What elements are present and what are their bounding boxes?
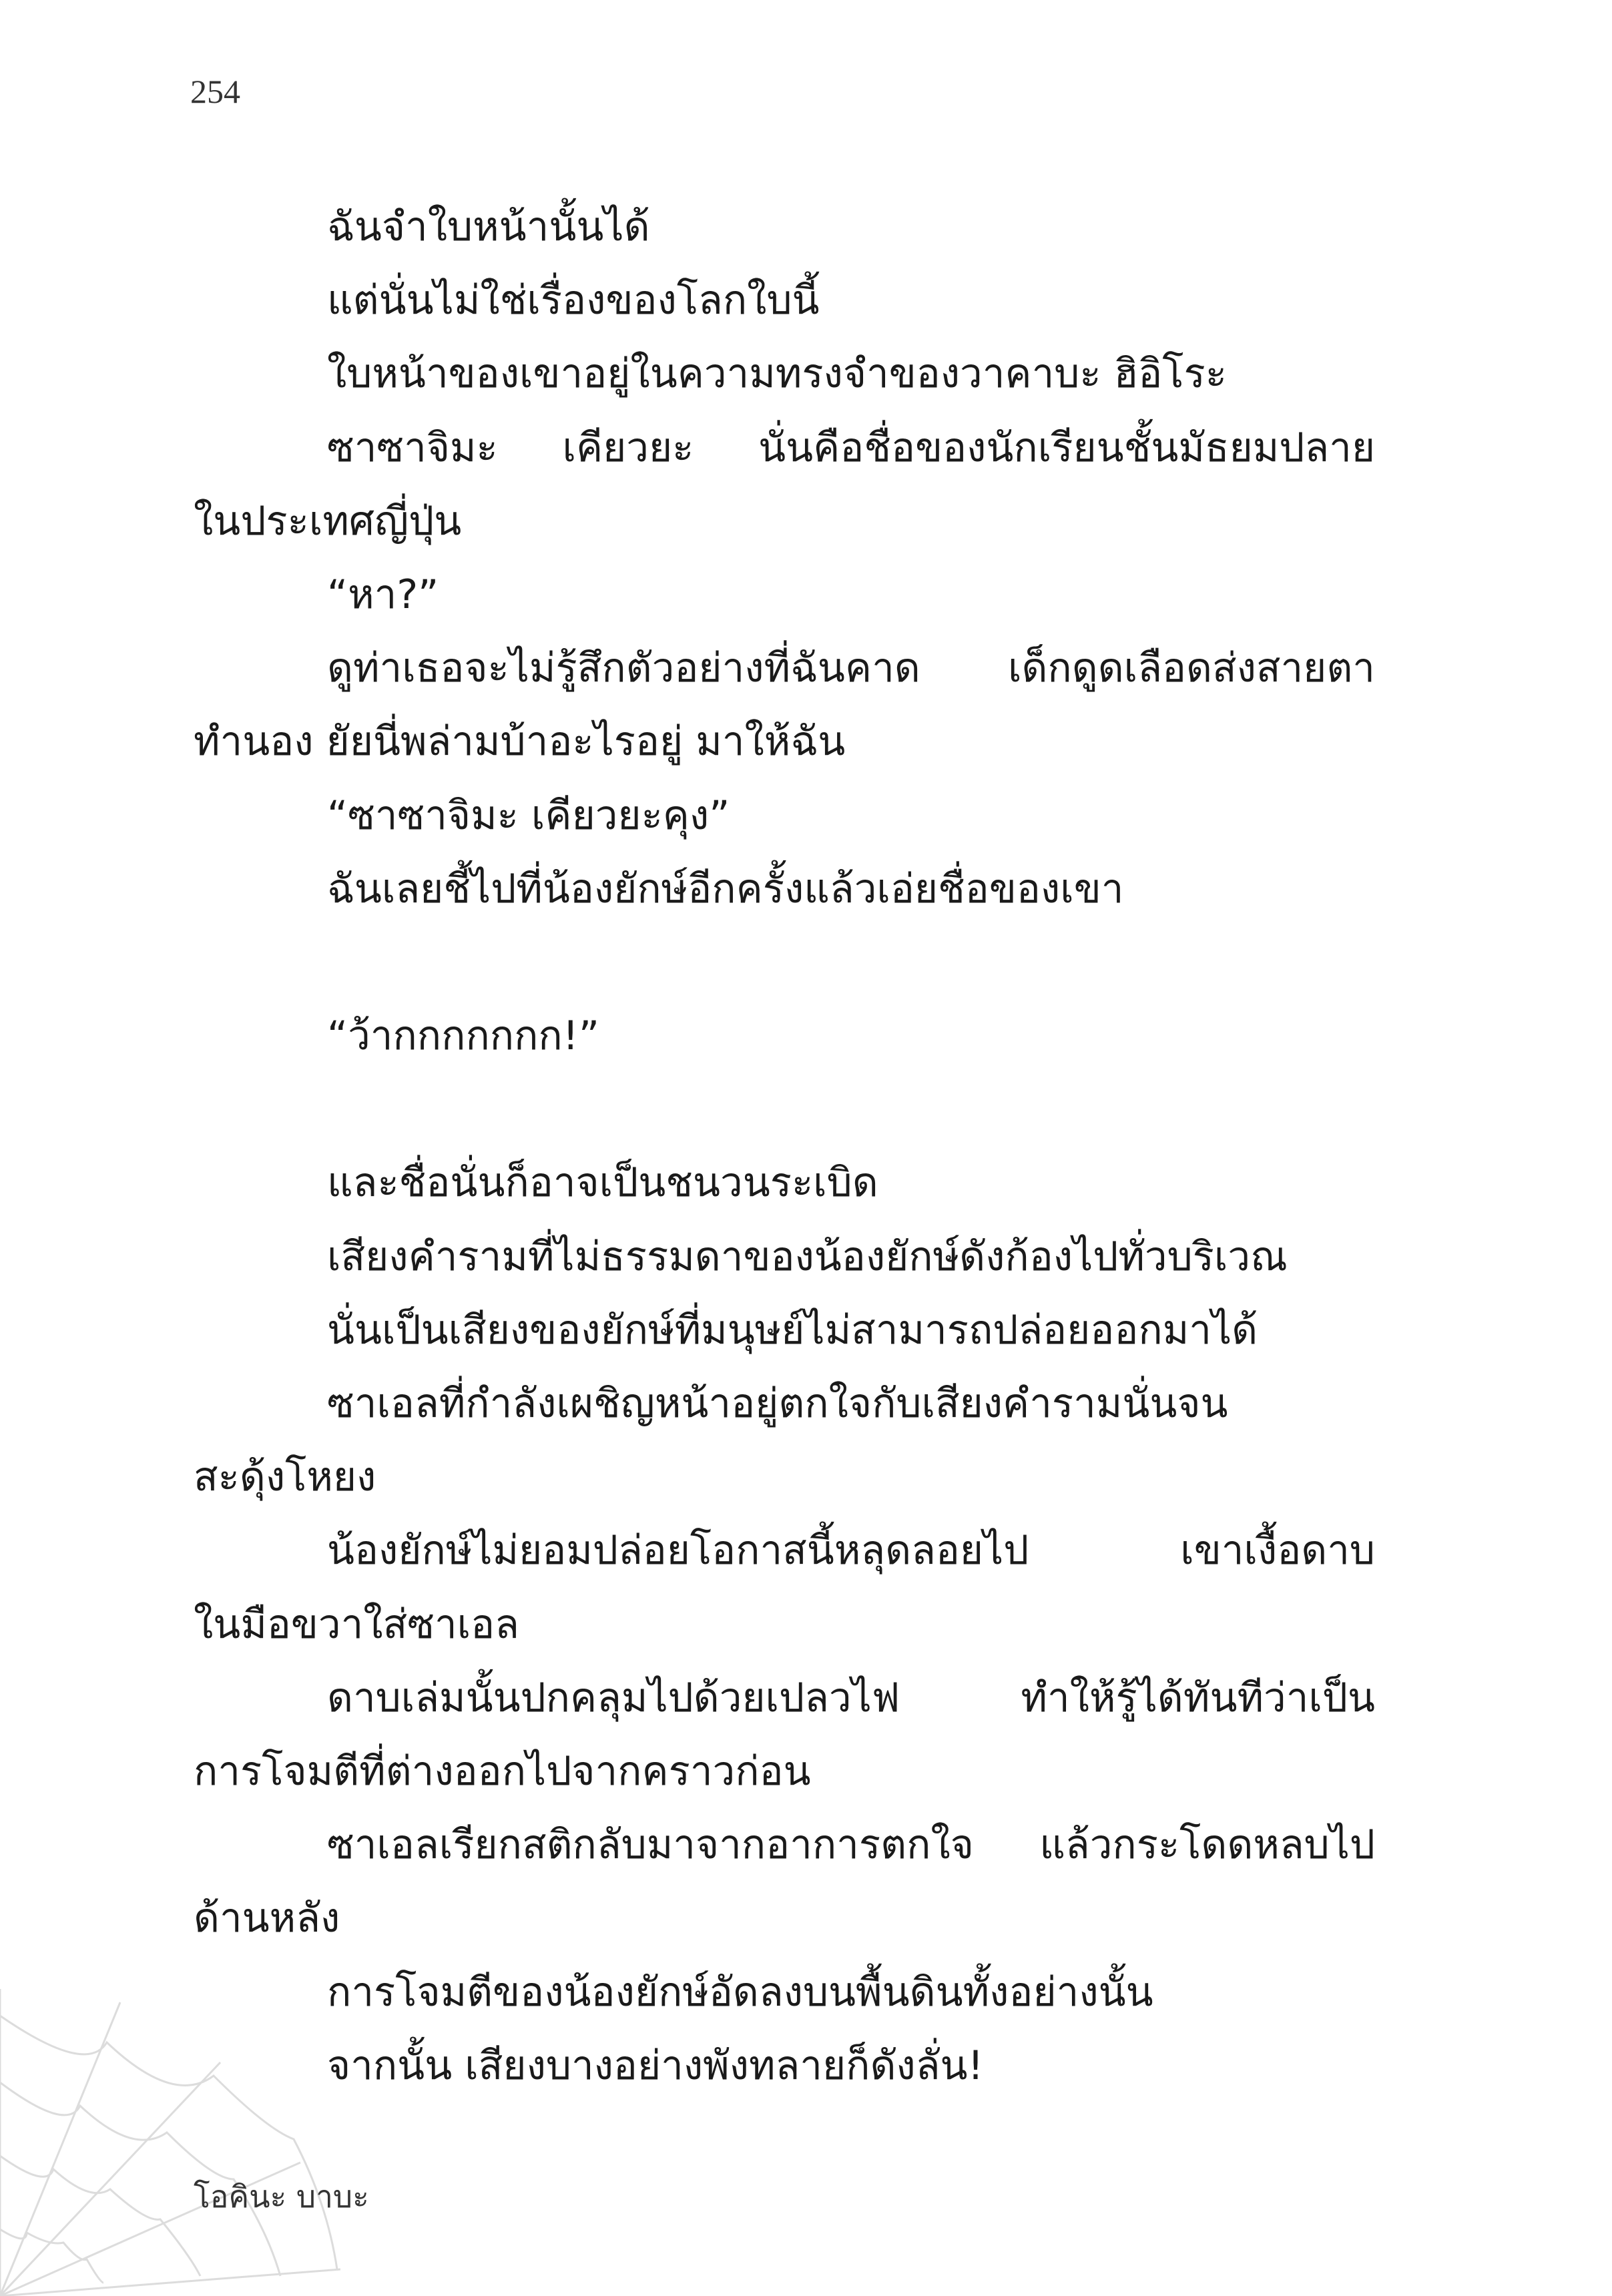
text-line: ดาบเล่มนั้นปกคลุมไปด้วยเปลวไฟ ทำให้รู้ได้ทันทีว่าเป็น: [327, 1674, 1375, 1721]
text-line: ซาซาจิมะ เคียวยะ นั่นคือชื่อของนักเรียนชั้นมัธยมปลาย: [327, 424, 1375, 471]
text-line: ซาเอลเรียกสติกลับมาจากอาการตกใจ แล้วกระโดดหลบไป: [327, 1821, 1375, 1869]
page-number: 254: [190, 73, 240, 110]
text-line: ฉันจำใบหน้านั้นได้: [327, 204, 650, 250]
text-line: ทำนอง ยัยนี่พล่ามบ้าอะไรอยู่ มาให้ฉัน: [194, 718, 846, 766]
text-line: ซาเอลที่กำลังเผชิญหน้าอยู่ตกใจกับเสียงคำรามนั่นจน: [327, 1380, 1228, 1427]
text-line: ใบหน้าของเขาอยู่ในความทรงจำของวาคาบะ ฮิอิโระ: [327, 350, 1227, 398]
body-text: [194, 190, 1375, 2102]
text-line: [194, 926, 1375, 999]
text-line: [194, 1073, 1375, 1146]
text-line: ฉันเลยชี้ไปที่น้องยักษ์อีกครั้งแล้วเอ่ยชื่อของเขา: [327, 865, 1124, 912]
text-line: “ว้ากกกกกกก!”: [327, 1013, 599, 1060]
text-line: สะดุ้งโหยง: [194, 1454, 376, 1501]
text-line: ดูท่าเธอจะไม่รู้สึกตัวอย่างที่ฉันคาด เด็กดูดเลือดส่งสายตา: [327, 645, 1375, 692]
text-line: ด้านหลัง: [194, 1895, 340, 1942]
text-line: “หา?”: [327, 571, 439, 618]
spiderweb-decoration: [0, 1989, 347, 2296]
text-line: แต่นั่นไม่ใช่เรื่องของโลกใบนี้: [327, 277, 820, 324]
book-title-footer: โอคินะ บาบะ: [194, 2179, 369, 2215]
text-line: น้องยักษ์ไม่ยอมปล่อยโอกาสนี้หลุดลอยไป เขาเงื้อดาบ: [327, 1527, 1375, 1574]
text-line: ในประเทศญี่ปุ่น: [194, 497, 462, 545]
text-line: และชื่อนั่นก็อาจเป็นชนวนระเบิด: [327, 1159, 878, 1207]
text-line: การโจมตีที่ต่างออกไปจากคราวก่อน: [194, 1747, 811, 1795]
text-line: ในมือขวาใส่ซาเอล: [194, 1601, 519, 1648]
text-line: เสียงคำรามที่ไม่ธรรมดาของน้องยักษ์ดังก้องไปทั่วบริเวณ: [327, 1233, 1288, 1280]
text-line: การโจมตีของน้องยักษ์อัดลงบนพื้นดินทั้งอย่างนั้น: [327, 1968, 1153, 2016]
text-line: นั่นเป็นเสียงของยักษ์ที่มนุษย์ไม่สามารถปล่อยออกมาได้: [327, 1306, 1258, 1354]
text-line: จากนั้น เสียงบางอย่างพังทลายก็ดังลั่น!: [327, 2042, 984, 2089]
text-line: “ซาซาจิมะ เคียวยะคุง”: [327, 792, 730, 839]
